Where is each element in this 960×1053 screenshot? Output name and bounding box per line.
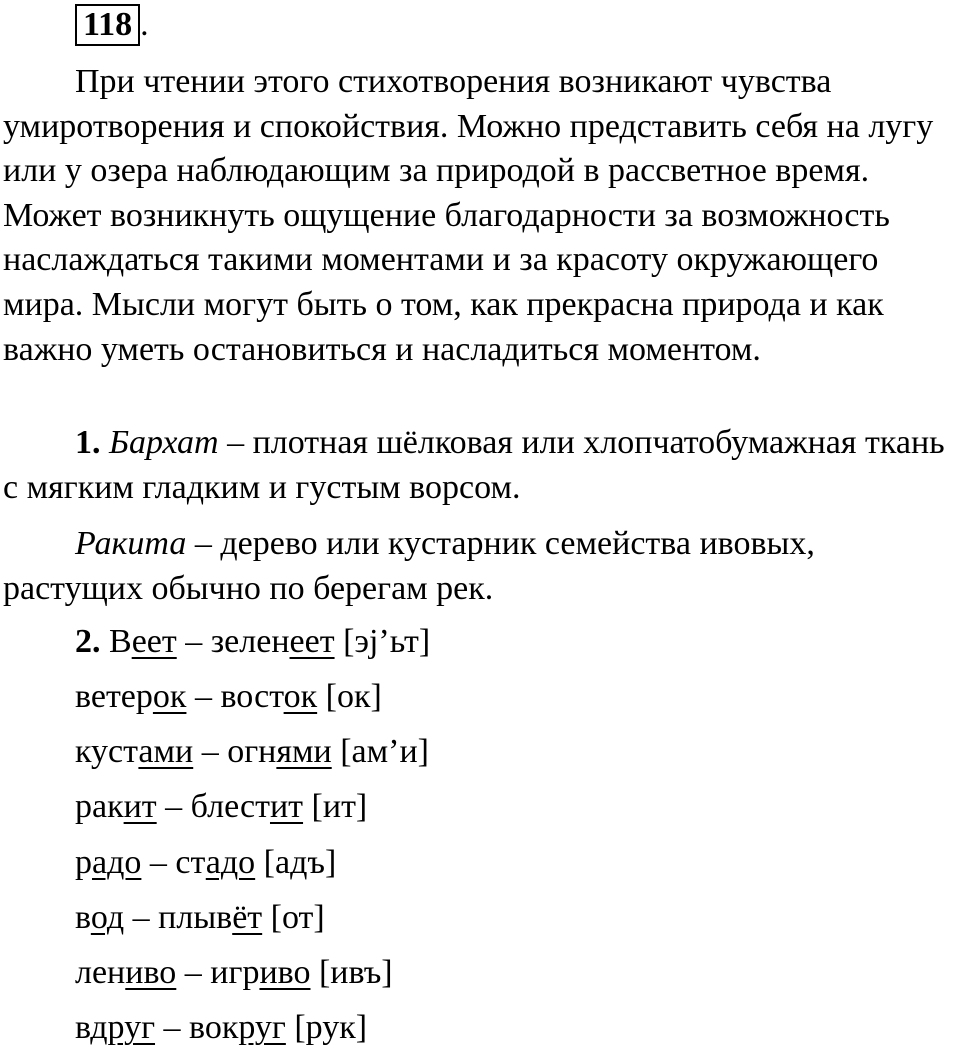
dash: – bbox=[176, 954, 211, 991]
word-b-rhyme-ending: руг bbox=[238, 1009, 286, 1046]
exercise-number-box: 118 bbox=[75, 4, 140, 46]
word-a-stem: вд bbox=[75, 1009, 108, 1046]
word-a-stem: ветер bbox=[75, 678, 153, 715]
rhyme-pair-row bbox=[75, 730, 429, 774]
dash: – bbox=[193, 733, 228, 770]
word-a-rhyme-ending: адо bbox=[92, 844, 142, 881]
transcription: [ит] bbox=[303, 788, 368, 825]
word-a-rhyme-ending: ок bbox=[152, 678, 187, 715]
intro-paragraph: При чтении этого стихотворения возникают чувства умиротворения и спокойствия. Можно представить себя на лугу или у озера наблюдающим за природой в рассветное время. Может возникнуть ощущение благодарности за возможность наслаждаться такими моментами и за красоту окружающего мира. Мысли могут быть о том, как прекрасна природа и как важно уметь остановиться и насладиться моментом. bbox=[3, 63, 934, 368]
transcription: [ам’и] bbox=[331, 733, 429, 770]
word-b-rhyme-ending: ями bbox=[276, 733, 332, 770]
rhyme-pair-row bbox=[75, 896, 325, 940]
word-a-rhyme-ending: руг bbox=[107, 1009, 156, 1046]
dash: – bbox=[124, 899, 159, 936]
word-b-rhyme-ending: еет bbox=[289, 623, 335, 660]
word-b-rhyme-ending: ок bbox=[283, 678, 318, 715]
term-barkhat: Бархат bbox=[109, 424, 219, 461]
word-a-rhyme-ending: ит bbox=[123, 788, 157, 825]
word-b-stem: блест bbox=[190, 788, 270, 825]
rhyme-pair-row bbox=[75, 841, 336, 885]
dash: – bbox=[186, 678, 221, 715]
definition-barkhat-text: – плотная шёлковая или хлопчатобумажная ткань с мягким гладким и густым ворсом. bbox=[3, 424, 945, 506]
transcription: [адъ] bbox=[255, 844, 337, 881]
word-b-stem: огн bbox=[227, 733, 277, 770]
transcription: [от] bbox=[262, 899, 325, 936]
definition-barkhat bbox=[3, 421, 958, 510]
section-1-marker: 1. bbox=[75, 424, 101, 461]
word-a-stem: куст bbox=[75, 733, 139, 770]
word-a-rhyme-ending: иво bbox=[125, 954, 177, 991]
definition-rakita-text: – дерево или кустарник семейства ивовых, растущих обычно по берегам рек. bbox=[3, 525, 815, 607]
rhyme-pair-row bbox=[75, 951, 393, 995]
word-a-rhyme-ending: ами bbox=[138, 733, 194, 770]
dash: – bbox=[155, 1009, 190, 1046]
marker-space bbox=[101, 623, 110, 660]
word-a-stem: в bbox=[75, 899, 91, 936]
word-b-stem: ст bbox=[175, 844, 206, 881]
word-a-rhyme-ending: еет bbox=[131, 623, 177, 660]
rhyme-pair-row bbox=[75, 675, 382, 719]
term-rakita: Ракита bbox=[75, 525, 187, 562]
transcription: [эj’ьт] bbox=[334, 623, 431, 660]
exercise-header bbox=[75, 4, 149, 44]
word-b-stem: вок bbox=[189, 1009, 239, 1046]
rhyme-pair-row bbox=[75, 620, 430, 664]
section-2-marker: 2. bbox=[75, 623, 101, 660]
dash: – bbox=[141, 844, 176, 881]
definition-rakita bbox=[3, 522, 958, 611]
word-b-rhyme-ending: адо bbox=[205, 844, 256, 881]
word-b-stem: вост bbox=[220, 678, 284, 715]
word-b-stem: зелен bbox=[210, 623, 290, 660]
rhyme-pair-row bbox=[75, 785, 367, 829]
word-a-stem: В bbox=[109, 623, 132, 660]
dash: – bbox=[176, 623, 211, 660]
word-a-stem: р bbox=[75, 844, 92, 881]
rhyme-pair-row bbox=[75, 1006, 367, 1050]
word-b-stem: плыв bbox=[158, 899, 233, 936]
transcription: [ок] bbox=[317, 678, 382, 715]
exercise-number-dot: . bbox=[140, 6, 149, 43]
word-b-rhyme-ending: иво bbox=[259, 954, 311, 991]
transcription: [рук] bbox=[285, 1009, 368, 1046]
word-b-stem: игр bbox=[210, 954, 260, 991]
word-a-stem: рак bbox=[75, 788, 124, 825]
word-a-rhyme-ending: од bbox=[90, 899, 125, 936]
dash: – bbox=[156, 788, 191, 825]
transcription: [ивъ] bbox=[310, 954, 393, 991]
word-b-rhyme-ending: ит bbox=[269, 788, 304, 825]
word-a-stem: лен bbox=[75, 954, 126, 991]
word-b-rhyme-ending: ёт bbox=[232, 899, 263, 936]
